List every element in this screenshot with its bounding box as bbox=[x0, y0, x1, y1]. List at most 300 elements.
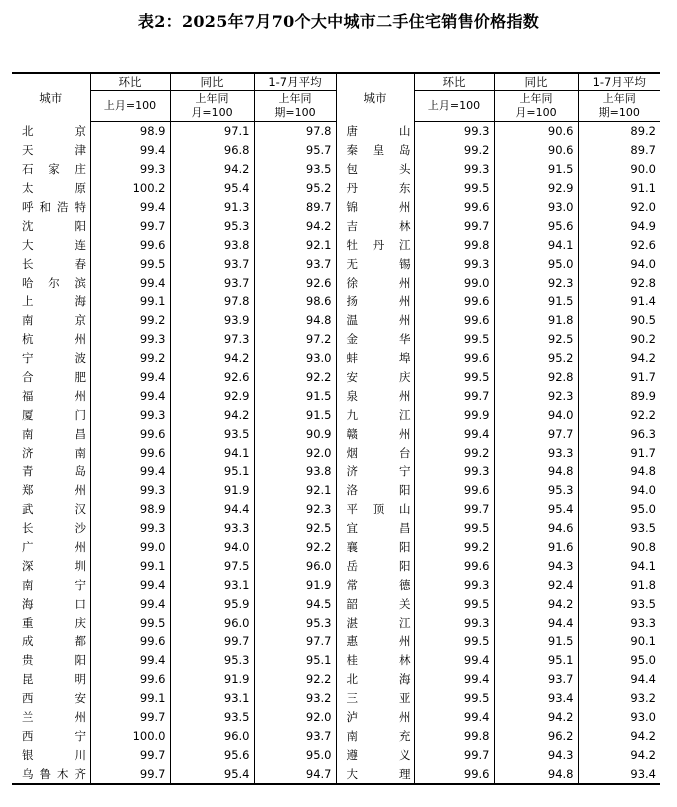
yoy-value: 95.2 bbox=[494, 349, 578, 368]
avg-value: 95.0 bbox=[578, 500, 660, 519]
yoy-value: 97.8 bbox=[170, 292, 254, 311]
avg-value: 93.0 bbox=[254, 349, 336, 368]
avg-value: 94.0 bbox=[578, 481, 660, 500]
table-row bbox=[12, 519, 660, 538]
yoy-value: 91.5 bbox=[494, 632, 578, 651]
city-name: 杭州 bbox=[22, 332, 86, 347]
mom-value: 99.4 bbox=[90, 651, 170, 670]
city-column-header: 城市 bbox=[12, 73, 90, 122]
yoy-value: 93.1 bbox=[170, 689, 254, 708]
table-row bbox=[12, 179, 660, 198]
mom-value: 99.6 bbox=[414, 311, 494, 330]
avg-value: 91.1 bbox=[578, 179, 660, 198]
mom-value: 99.3 bbox=[414, 575, 494, 594]
yoy-value: 93.3 bbox=[170, 519, 254, 538]
table-row bbox=[12, 330, 660, 349]
avg-value: 93.8 bbox=[254, 462, 336, 481]
yoy-value: 94.2 bbox=[170, 349, 254, 368]
city-name: 西安 bbox=[22, 691, 86, 706]
mom-value: 100.2 bbox=[90, 179, 170, 198]
mom-value: 99.4 bbox=[90, 594, 170, 613]
mom-value: 99.6 bbox=[414, 481, 494, 500]
avg-value: 94.2 bbox=[578, 727, 660, 746]
mom-value: 99.7 bbox=[414, 216, 494, 235]
yoy-value: 94.8 bbox=[494, 462, 578, 481]
mom-value: 99.6 bbox=[90, 235, 170, 254]
city-name: 海口 bbox=[22, 596, 86, 611]
city-name: 呼和浩特 bbox=[22, 200, 86, 214]
yoy-value: 94.4 bbox=[170, 500, 254, 519]
city-name: 徐州 bbox=[336, 273, 414, 292]
table-row bbox=[12, 670, 660, 689]
table-row bbox=[12, 575, 660, 594]
mom-value: 99.5 bbox=[414, 368, 494, 387]
table-row bbox=[12, 160, 660, 179]
yoy-value: 93.7 bbox=[494, 670, 578, 689]
avg-value: 93.5 bbox=[254, 160, 336, 179]
yoy-value: 91.6 bbox=[494, 538, 578, 557]
city-name: 石家庄 bbox=[22, 162, 86, 177]
mom-value: 99.1 bbox=[90, 689, 170, 708]
mom-value: 99.9 bbox=[414, 405, 494, 424]
yoy-value: 92.4 bbox=[494, 575, 578, 594]
yoy-value: 93.1 bbox=[170, 575, 254, 594]
yoy-value: 96.8 bbox=[170, 141, 254, 160]
avg-value: 94.8 bbox=[578, 462, 660, 481]
mom-value: 99.6 bbox=[90, 424, 170, 443]
mom-value: 99.4 bbox=[414, 708, 494, 727]
avg-base-label: 上年同 期=100 bbox=[254, 91, 336, 122]
avg-value: 92.1 bbox=[254, 235, 336, 254]
yoy-base-label-right: 上年同 月=100 bbox=[494, 91, 578, 122]
yoy-value: 94.2 bbox=[170, 160, 254, 179]
yoy-value: 94.3 bbox=[494, 556, 578, 575]
avg-value: 91.4 bbox=[578, 292, 660, 311]
city-name: 郑州 bbox=[22, 483, 86, 498]
table-row bbox=[12, 235, 660, 254]
table-row bbox=[12, 273, 660, 292]
yoy-value: 92.3 bbox=[494, 273, 578, 292]
table-row bbox=[12, 613, 660, 632]
yoy-value: 92.9 bbox=[170, 386, 254, 405]
avg-value: 92.2 bbox=[254, 538, 336, 557]
table-row bbox=[12, 764, 660, 784]
avg-value: 92.6 bbox=[578, 235, 660, 254]
city-name: 惠州 bbox=[336, 632, 414, 651]
avg-column-header: 1-7月平均 bbox=[254, 73, 336, 91]
mom-value: 99.0 bbox=[414, 273, 494, 292]
city-name: 长沙 bbox=[22, 521, 86, 536]
city-name: 南宁 bbox=[22, 577, 86, 592]
avg-value: 92.0 bbox=[254, 708, 336, 727]
city-name: 福州 bbox=[22, 388, 86, 403]
yoy-value: 91.5 bbox=[494, 160, 578, 179]
yoy-column-header: 同比 bbox=[170, 73, 254, 91]
mom-value: 99.6 bbox=[90, 632, 170, 651]
avg-value: 97.7 bbox=[254, 632, 336, 651]
yoy-value: 95.4 bbox=[170, 179, 254, 198]
avg-value: 89.9 bbox=[578, 386, 660, 405]
avg-value: 94.0 bbox=[578, 254, 660, 273]
table-row bbox=[12, 594, 660, 613]
mom-value: 99.7 bbox=[90, 216, 170, 235]
avg-value: 91.5 bbox=[254, 386, 336, 405]
city-name: 哈尔滨 bbox=[22, 275, 86, 290]
table-row bbox=[12, 198, 660, 217]
city-name: 岳阳 bbox=[336, 556, 414, 575]
avg-value: 92.3 bbox=[254, 500, 336, 519]
yoy-value: 93.8 bbox=[170, 235, 254, 254]
avg-value: 97.2 bbox=[254, 330, 336, 349]
price-index-table bbox=[12, 72, 660, 785]
avg-value: 92.2 bbox=[254, 670, 336, 689]
mom-value: 99.4 bbox=[90, 386, 170, 405]
mom-value: 99.3 bbox=[414, 254, 494, 273]
mom-value: 99.2 bbox=[414, 141, 494, 160]
table-row bbox=[12, 481, 660, 500]
yoy-value: 97.3 bbox=[170, 330, 254, 349]
yoy-value: 94.2 bbox=[494, 594, 578, 613]
yoy-value: 93.5 bbox=[170, 708, 254, 727]
mom-value: 99.5 bbox=[414, 689, 494, 708]
mom-value: 99.2 bbox=[90, 349, 170, 368]
avg-value: 92.5 bbox=[254, 519, 336, 538]
mom-value: 99.6 bbox=[414, 556, 494, 575]
mom-value: 99.8 bbox=[414, 727, 494, 746]
mom-value: 99.3 bbox=[90, 405, 170, 424]
city-name: 宁波 bbox=[22, 351, 86, 366]
mom-value: 99.5 bbox=[90, 254, 170, 273]
mom-value: 99.4 bbox=[90, 198, 170, 217]
table-row bbox=[12, 368, 660, 387]
avg-value: 95.0 bbox=[254, 745, 336, 764]
table-row bbox=[12, 424, 660, 443]
city-name: 贵阳 bbox=[22, 653, 86, 668]
yoy-value: 97.7 bbox=[494, 424, 578, 443]
avg-value: 91.9 bbox=[254, 575, 336, 594]
mom-value: 98.9 bbox=[90, 122, 170, 141]
table-row bbox=[12, 462, 660, 481]
avg-value: 93.7 bbox=[254, 727, 336, 746]
yoy-value: 95.3 bbox=[170, 216, 254, 235]
yoy-value: 91.9 bbox=[170, 670, 254, 689]
mom-base-label-right: 上月=100 bbox=[414, 91, 494, 122]
city-name: 济宁 bbox=[336, 462, 414, 481]
avg-value: 95.7 bbox=[254, 141, 336, 160]
avg-value: 90.2 bbox=[578, 330, 660, 349]
yoy-value: 95.4 bbox=[494, 500, 578, 519]
mom-value: 99.6 bbox=[414, 292, 494, 311]
mom-value: 99.7 bbox=[414, 386, 494, 405]
city-name: 洛阳 bbox=[336, 481, 414, 500]
yoy-value: 93.7 bbox=[170, 273, 254, 292]
city-column-header-right: 城市 bbox=[336, 73, 414, 122]
yoy-value: 94.1 bbox=[494, 235, 578, 254]
avg-value: 95.1 bbox=[254, 651, 336, 670]
yoy-value: 94.0 bbox=[170, 538, 254, 557]
yoy-value: 91.3 bbox=[170, 198, 254, 217]
yoy-value: 96.0 bbox=[170, 613, 254, 632]
mom-value: 99.6 bbox=[90, 443, 170, 462]
avg-value: 90.8 bbox=[578, 538, 660, 557]
city-name: 成都 bbox=[22, 634, 86, 649]
mom-value: 99.4 bbox=[414, 651, 494, 670]
avg-value: 97.8 bbox=[254, 122, 336, 141]
mom-value: 99.2 bbox=[414, 538, 494, 557]
yoy-value: 95.0 bbox=[494, 254, 578, 273]
city-name: 泉州 bbox=[336, 386, 414, 405]
yoy-value: 94.0 bbox=[494, 405, 578, 424]
city-name: 广州 bbox=[22, 540, 86, 555]
mom-value: 99.1 bbox=[90, 556, 170, 575]
yoy-value: 94.1 bbox=[170, 443, 254, 462]
mom-value: 99.3 bbox=[90, 330, 170, 349]
avg-value: 96.0 bbox=[254, 556, 336, 575]
city-name: 包头 bbox=[336, 160, 414, 179]
avg-value: 95.3 bbox=[254, 613, 336, 632]
yoy-value: 95.6 bbox=[170, 745, 254, 764]
city-name: 金华 bbox=[336, 330, 414, 349]
city-name: 太原 bbox=[22, 181, 86, 196]
table-header bbox=[12, 73, 660, 122]
mom-value: 99.3 bbox=[414, 462, 494, 481]
table-row bbox=[12, 405, 660, 424]
avg-value: 95.2 bbox=[254, 179, 336, 198]
city-name: 泸州 bbox=[336, 708, 414, 727]
avg-value: 93.7 bbox=[254, 254, 336, 273]
mom-value: 99.8 bbox=[414, 235, 494, 254]
mom-value: 99.1 bbox=[90, 292, 170, 311]
table-row bbox=[12, 122, 660, 141]
avg-value: 92.1 bbox=[254, 481, 336, 500]
city-name: 宜昌 bbox=[336, 519, 414, 538]
yoy-value: 93.3 bbox=[494, 443, 578, 462]
mom-value: 99.2 bbox=[90, 311, 170, 330]
mom-value: 99.4 bbox=[90, 368, 170, 387]
avg-value: 93.5 bbox=[578, 594, 660, 613]
yoy-value: 92.5 bbox=[494, 330, 578, 349]
yoy-value: 94.3 bbox=[494, 745, 578, 764]
avg-value: 93.3 bbox=[578, 613, 660, 632]
mom-value: 99.6 bbox=[414, 349, 494, 368]
mom-value: 99.3 bbox=[414, 122, 494, 141]
mom-value: 99.7 bbox=[90, 764, 170, 784]
city-name: 牡丹江 bbox=[336, 235, 414, 254]
yoy-value: 91.9 bbox=[170, 481, 254, 500]
yoy-value: 94.6 bbox=[494, 519, 578, 538]
table-row bbox=[12, 349, 660, 368]
avg-value: 93.5 bbox=[578, 519, 660, 538]
city-name: 温州 bbox=[336, 311, 414, 330]
city-name: 济南 bbox=[22, 445, 86, 460]
avg-value: 89.7 bbox=[578, 141, 660, 160]
city-name: 北京 bbox=[22, 124, 86, 139]
city-name: 平顶山 bbox=[336, 500, 414, 519]
mom-value: 99.3 bbox=[90, 519, 170, 538]
mom-value: 99.4 bbox=[90, 462, 170, 481]
table-row bbox=[12, 141, 660, 160]
mom-value: 99.4 bbox=[414, 424, 494, 443]
table-row bbox=[12, 254, 660, 273]
mom-value: 99.6 bbox=[414, 764, 494, 784]
avg-value: 91.7 bbox=[578, 368, 660, 387]
city-name: 银川 bbox=[22, 747, 86, 762]
city-name: 深圳 bbox=[22, 558, 86, 573]
city-name: 遵义 bbox=[336, 745, 414, 764]
yoy-value: 93.4 bbox=[494, 689, 578, 708]
city-name: 扬州 bbox=[336, 292, 414, 311]
city-name: 安庆 bbox=[336, 368, 414, 387]
mom-value: 99.7 bbox=[414, 745, 494, 764]
avg-value: 92.2 bbox=[254, 368, 336, 387]
city-name: 西宁 bbox=[22, 728, 86, 743]
city-name: 兰州 bbox=[22, 710, 86, 725]
city-name: 锦州 bbox=[336, 198, 414, 217]
avg-column-header-right: 1-7月平均 bbox=[578, 73, 660, 91]
yoy-value: 96.2 bbox=[494, 727, 578, 746]
city-name: 桂林 bbox=[336, 651, 414, 670]
avg-value: 94.8 bbox=[254, 311, 336, 330]
yoy-value: 94.2 bbox=[494, 708, 578, 727]
page-title: 表2：2025年7月70个大中城市二手住宅销售价格指数 bbox=[137, 12, 540, 31]
yoy-value: 95.3 bbox=[170, 651, 254, 670]
avg-value: 94.7 bbox=[254, 764, 336, 784]
mom-value: 99.7 bbox=[90, 745, 170, 764]
avg-value: 93.2 bbox=[578, 689, 660, 708]
city-name: 长春 bbox=[22, 256, 86, 271]
mom-value: 99.5 bbox=[414, 594, 494, 613]
yoy-value: 99.7 bbox=[170, 632, 254, 651]
yoy-value: 92.3 bbox=[494, 386, 578, 405]
avg-value: 93.4 bbox=[578, 764, 660, 784]
avg-value: 94.1 bbox=[578, 556, 660, 575]
mom-value: 99.3 bbox=[90, 160, 170, 179]
mom-value: 99.4 bbox=[90, 141, 170, 160]
mom-value: 99.4 bbox=[90, 273, 170, 292]
avg-value: 90.9 bbox=[254, 424, 336, 443]
yoy-value: 95.6 bbox=[494, 216, 578, 235]
yoy-value: 91.8 bbox=[494, 311, 578, 330]
table-row bbox=[12, 632, 660, 651]
yoy-value: 93.5 bbox=[170, 424, 254, 443]
city-name: 大连 bbox=[22, 237, 86, 252]
table-row bbox=[12, 556, 660, 575]
yoy-value: 93.9 bbox=[170, 311, 254, 330]
city-name: 南京 bbox=[22, 313, 86, 328]
avg-value: 91.8 bbox=[578, 575, 660, 594]
avg-value: 94.9 bbox=[578, 216, 660, 235]
city-name: 大理 bbox=[336, 764, 414, 784]
mom-value: 99.5 bbox=[414, 632, 494, 651]
avg-value: 89.7 bbox=[254, 198, 336, 217]
yoy-value: 95.3 bbox=[494, 481, 578, 500]
mom-value: 99.0 bbox=[90, 538, 170, 557]
yoy-value: 97.1 bbox=[170, 122, 254, 141]
table-row bbox=[12, 443, 660, 462]
mom-value: 99.5 bbox=[414, 330, 494, 349]
city-name: 蚌埠 bbox=[336, 349, 414, 368]
city-name: 吉林 bbox=[336, 216, 414, 235]
mom-value: 99.5 bbox=[90, 613, 170, 632]
mom-value: 99.6 bbox=[414, 198, 494, 217]
yoy-value: 95.1 bbox=[170, 462, 254, 481]
city-name: 赣州 bbox=[336, 424, 414, 443]
city-name: 湛江 bbox=[336, 613, 414, 632]
city-name: 唐山 bbox=[336, 122, 414, 141]
avg-value: 90.5 bbox=[578, 311, 660, 330]
mom-value: 100.0 bbox=[90, 727, 170, 746]
mom-value: 99.3 bbox=[90, 481, 170, 500]
mom-column-header-right: 环比 bbox=[414, 73, 494, 91]
city-name: 重庆 bbox=[22, 615, 86, 630]
city-name: 韶关 bbox=[336, 594, 414, 613]
avg-value: 92.8 bbox=[578, 273, 660, 292]
city-name: 厦门 bbox=[22, 407, 86, 422]
city-name: 天津 bbox=[22, 143, 86, 158]
avg-value: 96.3 bbox=[578, 424, 660, 443]
city-name: 南昌 bbox=[22, 426, 86, 441]
avg-value: 90.0 bbox=[578, 160, 660, 179]
avg-value: 94.2 bbox=[578, 349, 660, 368]
city-name: 昆明 bbox=[22, 672, 86, 687]
avg-value: 94.4 bbox=[578, 670, 660, 689]
avg-value: 92.0 bbox=[254, 443, 336, 462]
table-body bbox=[12, 122, 660, 785]
city-name: 青岛 bbox=[22, 464, 86, 479]
table-row bbox=[12, 745, 660, 764]
yoy-value: 95.1 bbox=[494, 651, 578, 670]
table-row bbox=[12, 311, 660, 330]
city-name: 北海 bbox=[336, 670, 414, 689]
city-name: 秦皇岛 bbox=[336, 141, 414, 160]
table-row bbox=[12, 500, 660, 519]
city-name: 九江 bbox=[336, 405, 414, 424]
avg-value: 94.2 bbox=[578, 745, 660, 764]
avg-value: 92.2 bbox=[578, 405, 660, 424]
city-name: 襄阳 bbox=[336, 538, 414, 557]
mom-value: 99.4 bbox=[414, 670, 494, 689]
table-row bbox=[12, 216, 660, 235]
table-row bbox=[12, 727, 660, 746]
avg-value: 93.0 bbox=[578, 708, 660, 727]
avg-value: 91.7 bbox=[578, 443, 660, 462]
mom-value: 99.3 bbox=[414, 613, 494, 632]
mom-column-header: 环比 bbox=[90, 73, 170, 91]
yoy-value: 92.6 bbox=[170, 368, 254, 387]
avg-value: 92.0 bbox=[578, 198, 660, 217]
table-row bbox=[12, 651, 660, 670]
yoy-value: 90.6 bbox=[494, 122, 578, 141]
mom-value: 99.7 bbox=[90, 708, 170, 727]
avg-base-label-right: 上年同 期=100 bbox=[578, 91, 660, 122]
city-name: 乌鲁木齐 bbox=[12, 764, 90, 784]
avg-value: 91.5 bbox=[254, 405, 336, 424]
avg-value: 92.6 bbox=[254, 273, 336, 292]
avg-value: 90.1 bbox=[578, 632, 660, 651]
yoy-base-label: 上年同 月=100 bbox=[170, 91, 254, 122]
mom-value: 99.6 bbox=[90, 670, 170, 689]
mom-value: 99.2 bbox=[414, 443, 494, 462]
mom-value: 99.5 bbox=[414, 179, 494, 198]
yoy-value: 97.5 bbox=[170, 556, 254, 575]
yoy-value: 93.7 bbox=[170, 254, 254, 273]
yoy-value: 93.0 bbox=[494, 198, 578, 217]
yoy-value: 92.8 bbox=[494, 368, 578, 387]
mom-value: 99.3 bbox=[414, 160, 494, 179]
city-name: 上海 bbox=[22, 294, 86, 309]
yoy-value: 95.4 bbox=[170, 764, 254, 784]
mom-value: 99.7 bbox=[414, 500, 494, 519]
